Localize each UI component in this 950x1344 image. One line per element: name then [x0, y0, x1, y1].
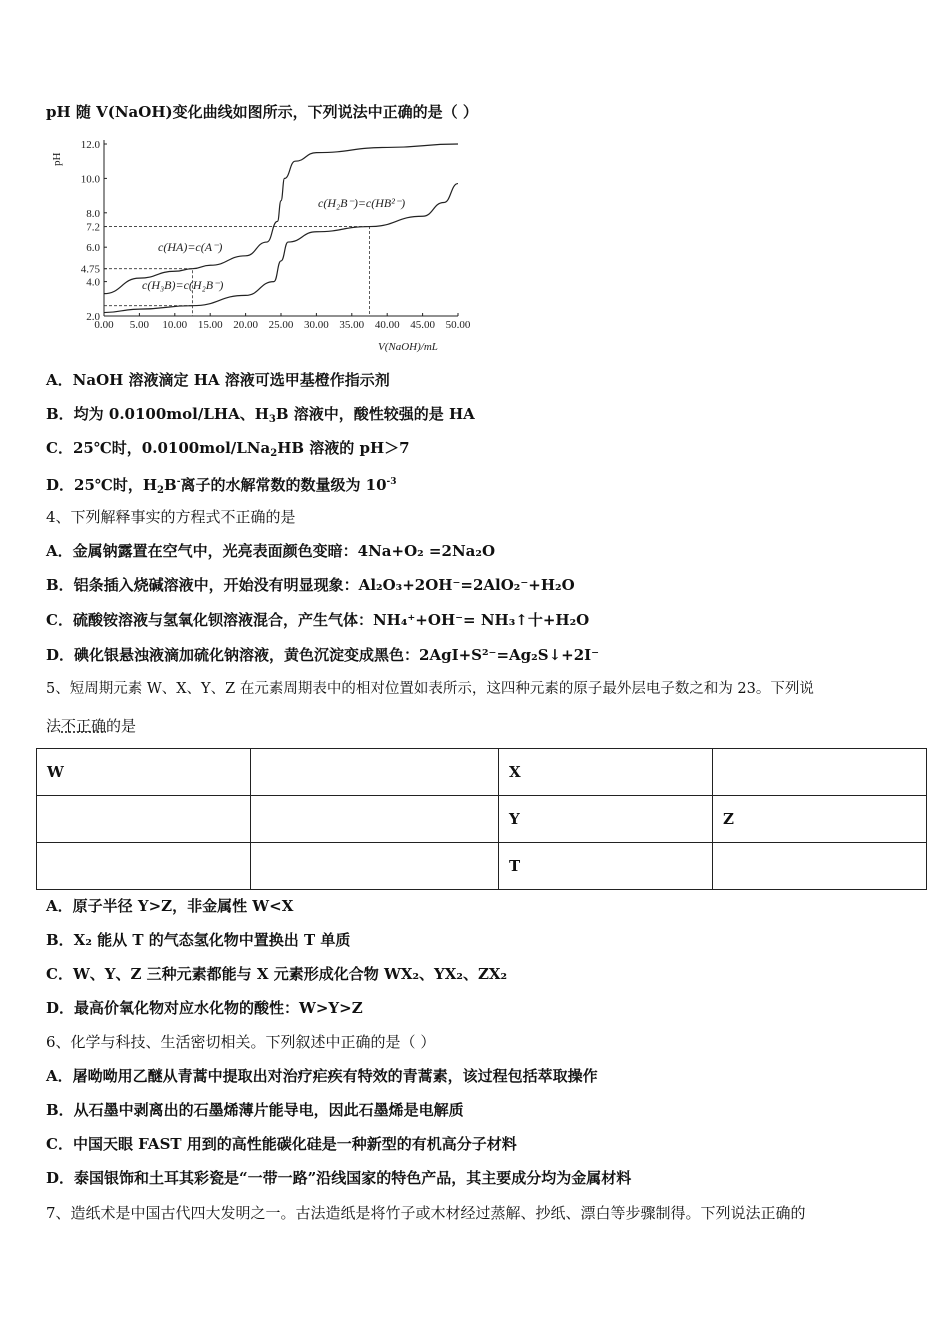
y-tick-label: 7.2	[86, 221, 100, 234]
q4-option-b: B．铝条插入烧碱溶液中，开始没有明显现象：Al₂O₃+2OH⁻=2AlO₂⁻+H₂O	[46, 576, 575, 594]
cell: T	[499, 843, 713, 890]
x-tick-label: 20.00	[233, 319, 258, 331]
q3-option-a: A．NaOH 溶液滴定 HA 溶液可选甲基橙作指示剂	[46, 371, 390, 389]
q6-option-a: A．屠呦呦用乙醚从青蒿中提取出对治疗疟疾有特效的青蒿素，该过程包括萃取操作	[46, 1067, 598, 1085]
q3-option-b: B．均为 0.0100mol/LHA、$H_3B$ 溶液中，酸性较强的是 HA	[46, 405, 475, 425]
chart-guides	[104, 227, 370, 316]
q5-stem-2: 法不正确的是	[46, 717, 137, 735]
q6-stem: 6、化学与科技、生活密切相关。下列叙述中正确的是（ ）	[46, 1033, 436, 1051]
cell	[713, 749, 927, 796]
y-tick-label: 6.0	[86, 242, 100, 255]
cell: Z	[713, 796, 927, 843]
annotation-ha: c(HA)=c(A⁻)	[158, 240, 223, 254]
q3-option-d: D．25℃时，$H_2B^-$离子的水解常数的数量级为 $10^{-3}$	[46, 476, 397, 496]
cell	[251, 749, 499, 796]
q3-option-c: C．25℃时，0.0100mol/LNa$_2$HB 溶液的 pH＞7	[46, 439, 410, 459]
x-tick-label: 25.00	[268, 319, 294, 331]
y-tick-label: 12.0	[80, 139, 100, 151]
q4-option-a: A．金属钠露置在空气中，光亮表面颜色变暗：4Na+O₂ =2Na₂O	[46, 542, 496, 560]
x-tick-label: 50.00	[445, 319, 471, 331]
q5-option-c: C．W、Y、Z 三种元素都能与 X 元素形成化合物 WX₂、YX₂、ZX₂	[46, 965, 508, 983]
cell: Y	[499, 796, 713, 843]
chart-ticks	[81, 139, 471, 331]
x-tick-label: 0.00	[94, 319, 114, 331]
q4-stem: 4、下列解释事实的方程式不正确的是	[46, 508, 296, 526]
y-tick-label: 2.0	[86, 311, 100, 323]
guide-h2b	[104, 227, 370, 316]
y-tick-label: 8.0	[86, 207, 100, 220]
y-tick-label: 10.0	[80, 173, 100, 186]
q4-option-c: C．硫酸铵溶液与氢氧化钡溶液混合，产生气体：NH₄⁺+OH⁻= NH₃↑十+H₂O	[46, 611, 590, 629]
y-tick-label: 4.75	[80, 263, 100, 276]
cell: X	[499, 749, 713, 796]
x-tick-label: 45.00	[410, 319, 435, 331]
q5-option-d: D．最高价氧化物对应水化物的酸性：W>Y>Z	[46, 999, 363, 1017]
x-tick-label: 30.00	[304, 319, 329, 331]
q6-option-d: D．泰国银饰和土耳其彩瓷是“一带一路”沿线国家的特色产品，其主要成分均为金属材料	[46, 1169, 632, 1187]
cell	[713, 843, 927, 890]
x-tick-label: 35.00	[339, 319, 365, 331]
q6-option-c: C．中国天眼 FAST 用到的高性能碳化硅是一种新型的有机高分子材料	[46, 1135, 517, 1153]
x-tick-label: 5.00	[129, 319, 150, 331]
q3-stem: pH 随 V(NaOH)变化曲线如图所示，下列说法中正确的是（ ）	[46, 103, 478, 121]
q7-stem: 7、造纸术是中国古代四大发明之一。古法造纸是将竹子或木材经过蒸解、抄纸、漂白等步骤制得。下列说法正确的	[46, 1204, 806, 1222]
x-tick-label: 15.00	[197, 319, 223, 331]
cell	[37, 843, 251, 890]
cell: W	[37, 749, 251, 796]
q5-option-a: A．原子半径 Y>Z，非金属性 W<X	[46, 897, 294, 915]
q5-stem-1: 5、短周期元素 W、X、Y、Z 在元素周期表中的相对位置如表所示，这四种元素的原子最外层电子数之和为 23。下列说	[46, 681, 814, 697]
x-axis-label: V(NaOH)/mL	[378, 341, 438, 353]
cell	[37, 796, 251, 843]
q5-option-b: B．X₂ 能从 T 的气态氢化物中置换出 T 单质	[46, 931, 351, 949]
periodic-table-fragment	[36, 748, 927, 890]
annotation-h2b: c(H₂B⁻)=c(HB²⁻)	[318, 196, 406, 210]
q6-option-b: B．从石墨中剥离出的石墨烯薄片能导电，因此石墨烯是电解质	[46, 1101, 464, 1119]
cell	[251, 843, 499, 890]
q4-option-d: D．碘化银悬浊液滴加硫化钠溶液，黄色沉淀变成黑色：2AgI+S²⁻=Ag₂S↓+2I⁻	[46, 646, 600, 664]
titration-chart	[46, 132, 486, 354]
annotation-h3b: c(H₃B)=c(H₂B⁻)	[142, 278, 224, 292]
x-tick-label: 10.00	[162, 319, 188, 331]
x-tick-label: 40.00	[374, 319, 400, 331]
y-axis-label: pH	[51, 152, 63, 166]
y-tick-label: 4.0	[86, 276, 100, 289]
cell	[251, 796, 499, 843]
